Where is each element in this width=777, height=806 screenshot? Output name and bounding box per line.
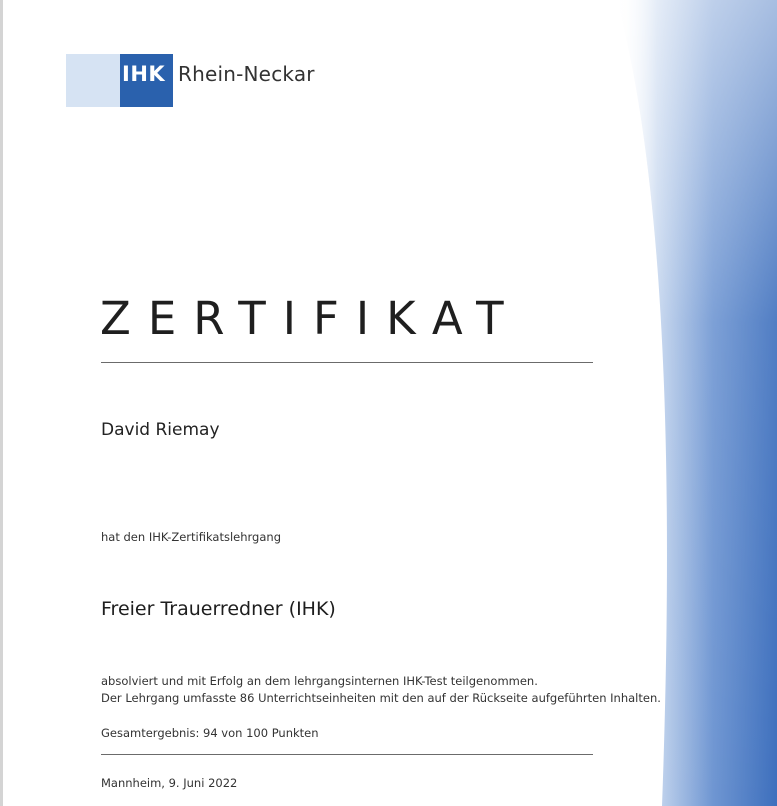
divider-top: [101, 362, 593, 363]
logo-region-text: Rhein-Neckar: [178, 62, 315, 86]
completion-text-1: absolviert und mit Erfolg an dem lehrgangsinternen IHK-Test teilgenommen.: [101, 674, 538, 688]
certificate-title: ZERTIFIKAT: [100, 292, 521, 345]
divider-bottom: [101, 754, 593, 755]
course-title: Freier Trauerredner (IHK): [101, 598, 336, 620]
ihk-logo: [66, 54, 315, 107]
logo-ihk-text: IHK: [122, 62, 166, 86]
intro-text: hat den IHK-Zertifikatslehrgang: [101, 530, 281, 544]
place-date: Mannheim, 9. Juni 2022: [101, 776, 238, 790]
recipient-name: David Riemay: [101, 420, 220, 440]
result-text: Gesamtergebnis: 94 von 100 Punkten: [101, 726, 319, 740]
page-edge: [0, 0, 3, 806]
completion-text-2: Der Lehrgang umfasste 86 Unterrichtseinheiten mit den auf der Rückseite aufgeführten Inhalten.: [101, 691, 661, 705]
decorative-blue-swoosh: [617, 0, 777, 806]
